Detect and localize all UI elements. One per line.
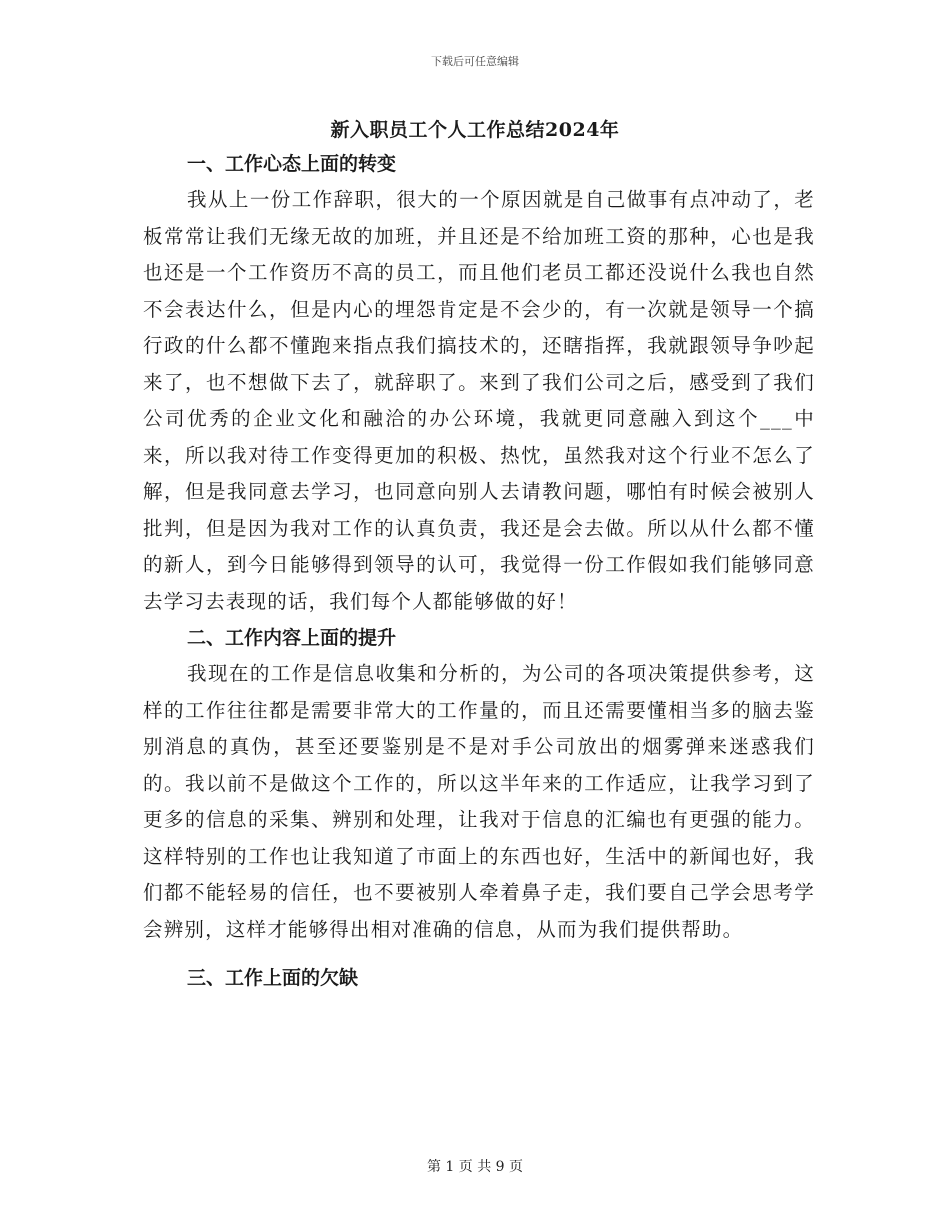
- section-heading-3: 三、工作上面的欠缺: [187, 967, 359, 989]
- page-number-footer: 第 1 页 共 9 页: [426, 1159, 524, 1175]
- section-heading-2: 二、工作内容上面的提升: [187, 627, 397, 649]
- page-header-note: 下载后可任意编辑: [431, 55, 519, 68]
- document-body: [143, 146, 815, 996]
- document-title: 新入职员工个人工作总结2024年: [330, 119, 620, 141]
- section-heading-1: 一、工作心态上面的转变: [187, 153, 397, 175]
- section-paragraph-2: 我现在的工作是信息收集和分析的，为公司的各项决策提供参考，这样的工作往往都是需要非常大的工作量的，而且还需要懂相当多的脑去鉴别消息的真伪，甚至还要鉴别是不是对手公司放出的烟雾弹来迷惑我们的。我以前不是做这个工作的，所以这半年来的工作适应，让我学习到了更多的信息的采集、辨别和处理，让我对于信息的汇编也有更强的能力。这样特别的工作也让我知道了市面上的东西也好，生活中的新闻也好，我们都不能轻易的信任，也不要被别人牵着鼻子走，我们要自己学会思考学会辨别，这样才能够得出相对准确的信息，从而为我们提供帮助。: [143, 662, 815, 941]
- section-paragraph-1: 我从上一份工作辞职，很大的一个原因就是自己做事有点冲动了，老板常常让我们无缘无故的加班，并且还是不给加班工资的那种，心也是我也还是一个工作资历不高的员工，而且他们老员工都还没说什么我也自然不会表达什么，但是内心的埋怨肯定是不会少的，有一次就是领导一个搞行政的什么都不懂跑来指点我们搞技术的，还瞎指挥，我就跟领导争吵起来了，也不想做下去了，就辞职了。来到了我们公司之后，感受到了我们公司优秀的企业文化和融洽的办公环境，我就更同意融入到这个___中来，所以我对待工作变得更加的积极、热忱，虽然我对这个行业不怎么了解，但是我同意去学习，也同意向别人去请教问题，哪怕有时候会被别人批判，但是因为我对工作的认真负责，我还是会去做。所以从什么都不懂的新人，到今日能够得到领导的认可，我觉得一份工作假如我们能够同意去学习去表现的话，我们每个人都能够做的好！: [143, 188, 815, 613]
